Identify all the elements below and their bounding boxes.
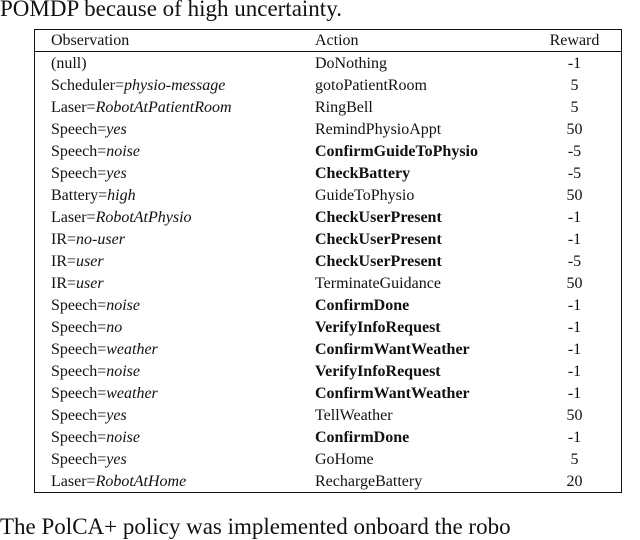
reward-cell: 5: [528, 74, 622, 96]
table-row: [35, 206, 622, 228]
observation-value: physio-message: [124, 76, 226, 94]
observation-cell: [35, 74, 300, 96]
observation-cell: [35, 294, 300, 316]
action-cell: ConfirmWantWeather: [315, 340, 470, 358]
reward-cell: 50: [528, 118, 622, 140]
table-row: [35, 74, 622, 96]
table-row: [35, 294, 622, 316]
observation-value: weather: [106, 340, 158, 358]
observation-value: noise: [106, 362, 141, 380]
table-row: [35, 140, 622, 162]
observation-key: Scheduler=: [51, 76, 124, 94]
observation-cell: [35, 448, 300, 470]
observation-value: no: [106, 318, 123, 336]
observation-value: RobotAtPhysio: [95, 208, 192, 226]
action-cell: CheckUserPresent: [315, 252, 442, 270]
table-header-row: [35, 30, 622, 52]
action-cell: DoNothing: [315, 54, 387, 72]
reward-cell: 50: [528, 404, 622, 426]
action-cell: RingBell: [315, 98, 373, 116]
header-reward: Reward: [528, 30, 622, 52]
table-row: [35, 316, 622, 338]
observation-value: yes: [106, 120, 127, 138]
observation-key: Speech=: [51, 428, 107, 446]
observation-key: Speech=: [51, 384, 107, 402]
observation-cell: [35, 118, 300, 140]
table-row: [35, 184, 622, 206]
observation-key: IR=: [51, 252, 77, 270]
observation-key: Speech=: [51, 406, 107, 424]
action-cell: TellWeather: [315, 406, 393, 424]
observation-key: (null): [51, 54, 87, 72]
table-row: [35, 426, 622, 448]
observation-key: Speech=: [51, 318, 107, 336]
observation-value: high: [107, 186, 136, 204]
observation-key: Speech=: [51, 340, 107, 358]
action-cell: RemindPhysioAppt: [315, 120, 442, 138]
action-cell: CheckUserPresent: [315, 208, 442, 226]
action-cell: gotoPatientRoom: [315, 76, 427, 94]
observation-value: user: [76, 252, 104, 270]
observation-cell: [35, 338, 300, 360]
reward-cell: 50: [528, 184, 622, 206]
reward-cell: -1: [528, 52, 622, 75]
observation-key: Battery=: [51, 186, 108, 204]
table-row: [35, 272, 622, 294]
reward-cell: -1: [528, 360, 622, 382]
action-cell: ConfirmWantWeather: [315, 384, 470, 402]
action-cell: CheckUserPresent: [315, 230, 442, 248]
observation-value: user: [76, 274, 104, 292]
observation-key: Laser=: [51, 98, 96, 116]
table-row: [35, 52, 622, 75]
reward-cell: 20: [528, 470, 622, 493]
action-cell: VerifyInfoRequest: [315, 362, 441, 380]
observation-value: yes: [106, 406, 127, 424]
table-row: [35, 162, 622, 184]
observation-key: Speech=: [51, 296, 107, 314]
observation-cell: [35, 382, 300, 404]
observation-value: noise: [106, 296, 141, 314]
observation-cell: [35, 96, 300, 118]
observation-key: Speech=: [51, 164, 107, 182]
reward-cell: 50: [528, 272, 622, 294]
observation-key: Speech=: [51, 362, 107, 380]
action-cell: ConfirmDone: [315, 428, 410, 446]
table-row: [35, 448, 622, 470]
policy-table: [34, 29, 622, 493]
table-row: [35, 96, 622, 118]
table-row: [35, 360, 622, 382]
observation-value: RobotAtHome: [95, 472, 187, 490]
table-row: [35, 404, 622, 426]
reward-cell: -5: [528, 140, 622, 162]
action-cell: VerifyInfoRequest: [315, 318, 441, 336]
reward-cell: -1: [528, 426, 622, 448]
paragraph-text-top: POMDP because of high uncertainty.: [0, 0, 342, 21]
action-cell: ConfirmGuideToPhysio: [315, 142, 478, 160]
paragraph-text-bottom: The PolCA+ policy was implemented onboard the robo: [0, 514, 511, 539]
action-cell: GuideToPhysio: [315, 186, 415, 204]
observation-key: Speech=: [51, 450, 107, 468]
action-cell: GoHome: [315, 450, 374, 468]
reward-cell: -1: [528, 206, 622, 228]
table-row: [35, 470, 622, 493]
table-body: [35, 52, 622, 493]
reward-cell: -1: [528, 382, 622, 404]
reward-cell: -5: [528, 250, 622, 272]
observation-value: yes: [106, 164, 127, 182]
observation-cell: [35, 316, 300, 338]
action-cell: TerminateGuidance: [315, 274, 441, 292]
observation-key: Laser=: [51, 472, 96, 490]
observation-cell: [35, 206, 300, 228]
observation-cell: [35, 470, 300, 493]
observation-cell: [35, 272, 300, 294]
action-cell: ConfirmDone: [315, 296, 410, 314]
reward-cell: 5: [528, 448, 622, 470]
observation-value: weather: [106, 384, 158, 402]
observation-value: noise: [106, 142, 141, 160]
table-row: [35, 228, 622, 250]
observation-key: Laser=: [51, 208, 96, 226]
table-row: [35, 338, 622, 360]
reward-cell: -1: [528, 228, 622, 250]
reward-cell: -1: [528, 294, 622, 316]
header-action: Action: [299, 30, 528, 52]
table-row: [35, 250, 622, 272]
observation-value: yes: [106, 450, 127, 468]
reward-cell: -1: [528, 316, 622, 338]
observation-cell: [35, 404, 300, 426]
observation-key: IR=: [51, 230, 77, 248]
observation-cell: [35, 250, 300, 272]
observation-value: noise: [106, 428, 141, 446]
observation-cell: [35, 162, 300, 184]
action-cell: RechargeBattery: [299, 470, 528, 493]
reward-cell: 5: [528, 96, 622, 118]
reward-cell: -5: [528, 162, 622, 184]
observation-key: IR=: [51, 274, 77, 292]
observation-cell: [35, 52, 300, 75]
table-row: [35, 118, 622, 140]
observation-value: RobotAtPatientRoom: [95, 98, 232, 116]
observation-cell: [35, 360, 300, 382]
header-observation: Observation: [35, 30, 300, 52]
observation-cell: [35, 184, 300, 206]
observation-cell: [35, 228, 300, 250]
observation-value: no-user: [76, 230, 125, 248]
observation-cell: [35, 140, 300, 162]
table-row: [35, 382, 622, 404]
action-cell: CheckBattery: [315, 164, 411, 182]
observation-cell: [35, 426, 300, 448]
observation-key: Speech=: [51, 142, 107, 160]
reward-cell: -1: [528, 338, 622, 360]
observation-key: Speech=: [51, 120, 107, 138]
